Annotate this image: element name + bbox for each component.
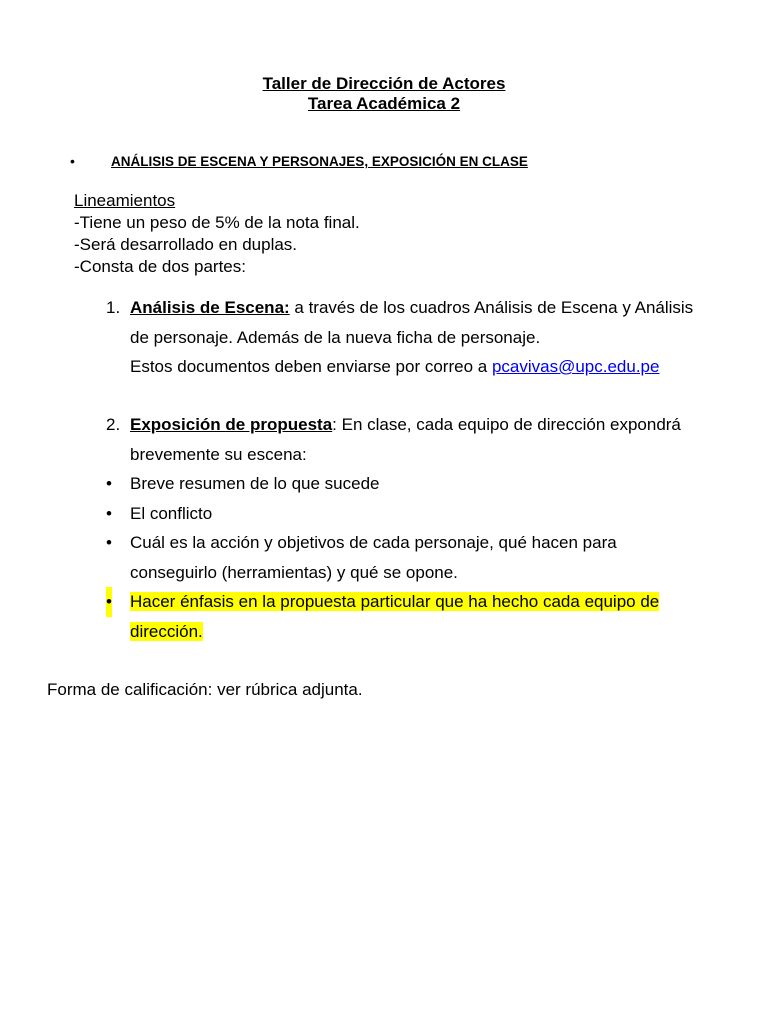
guideline-line: -Será desarrollado en duplas. <box>74 235 298 254</box>
highlighted-text: Hacer énfasis en la propuesta particular que ha hecho cada equipo de dirección. <box>130 592 660 641</box>
bullet-icon: • <box>106 533 112 552</box>
item-label: Análisis de Escena: <box>130 298 290 317</box>
item-text: a través de los cuadros Análisis de Escena y Análisis de personaje. Además de la nueva ficha de personaje. <box>130 298 694 347</box>
list-number: 1. <box>106 298 121 317</box>
list-item <box>106 499 706 529</box>
list-item-highlighted <box>106 587 706 646</box>
bullet-list <box>106 469 706 646</box>
bullet-icon: • <box>106 474 112 493</box>
list-number: 2. <box>106 415 121 434</box>
grading-note: Forma de calificación: ver rúbrica adjunta. <box>47 680 363 699</box>
bullet-icon: • <box>106 503 112 523</box>
section-heading: ANÁLISIS DE ESCENA Y PERSONAJES, EXPOSICIÓN EN CLASE <box>111 154 528 169</box>
list-item <box>106 469 706 499</box>
item-content <box>130 293 706 382</box>
document-subtitle: Tarea Académica 2 <box>307 94 461 113</box>
item-content <box>130 410 706 469</box>
list-item-text <box>130 587 706 646</box>
guidelines-title: Lineamientos <box>74 191 176 210</box>
numbered-item-proposal <box>106 410 706 469</box>
list-item <box>106 528 706 587</box>
list-item-text: Cuál es la acción y objetivos de cada personaje, qué hacen para conseguirlo (herramientas) y qué se opone. <box>130 533 617 582</box>
item-instructions: Estos documentos deben enviarse por correo a <box>130 357 492 376</box>
guideline-line: -Consta de dos partes: <box>74 257 246 276</box>
bullet-icon: • <box>70 153 75 169</box>
email-link[interactable]: pcavivas@upc.edu.pe <box>491 357 660 376</box>
item-text: : En clase, cada equipo de dirección expondrá brevemente su escena: <box>130 415 681 464</box>
guideline-line: -Tiene un peso de 5% de la nota final. <box>74 213 360 232</box>
list-item-text: El conflicto <box>130 503 213 523</box>
bullet-icon: • <box>106 587 112 617</box>
guidelines-block <box>74 190 360 278</box>
document-title: Taller de Dirección de Actores <box>262 74 506 93</box>
item-label: Exposición de propuesta <box>130 415 333 434</box>
list-item-text: Breve resumen de lo que sucede <box>130 474 380 493</box>
numbered-item-scene-analysis <box>106 293 706 382</box>
